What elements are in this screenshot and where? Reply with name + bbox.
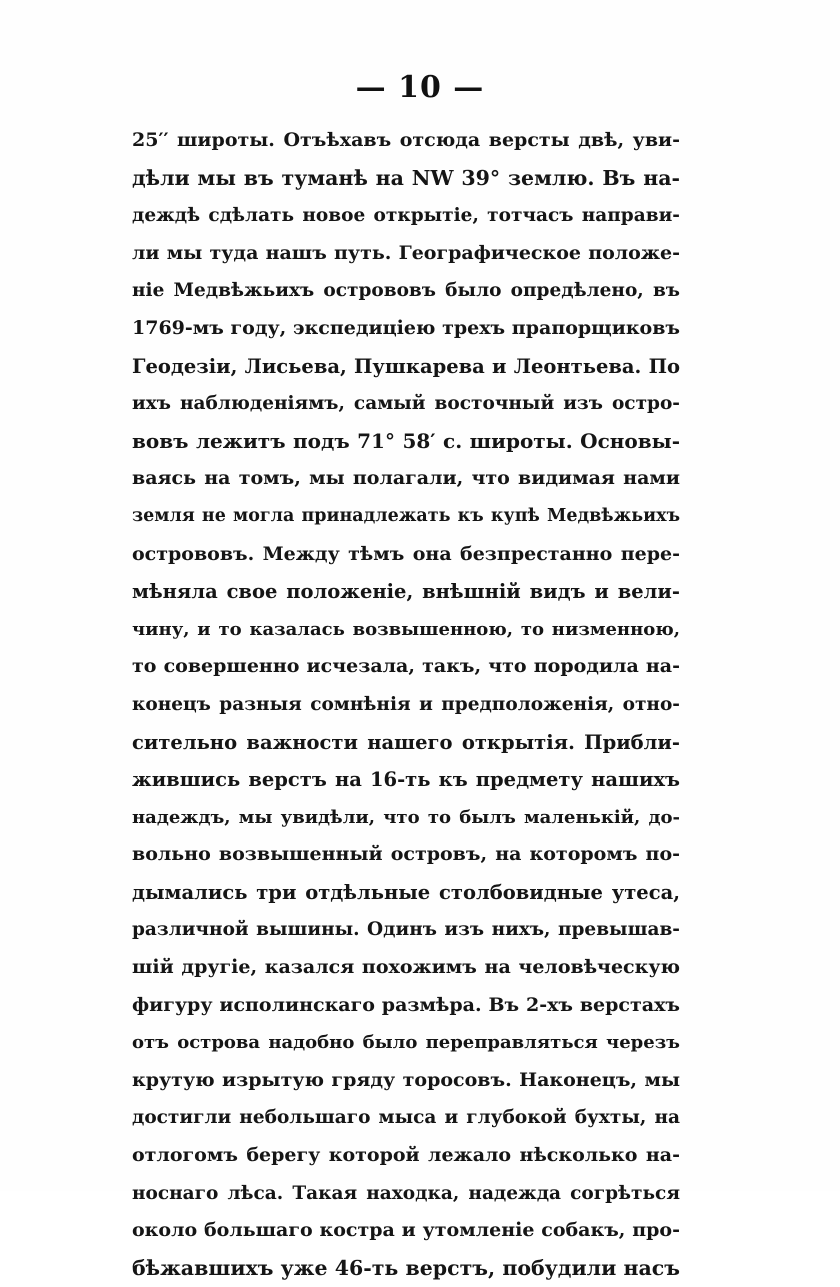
text-line: ихъ наблюденіямъ, самый восточный изъ остро- (132, 393, 680, 415)
text-line: Геодезіи, Лисьева, Пушкарева и Леонтьева. По (132, 354, 680, 378)
text-line: 25′′ широты. Отъѣхавъ отсюда версты двѣ, уви- (132, 129, 680, 151)
text-line: дымались три отдѣльные столбовидные утеса, (132, 880, 680, 904)
body-text (132, 122, 680, 1287)
text-line: носнаго лѣса. Такая находка, надежда согрѣться (132, 1182, 680, 1204)
text-line: чину, и то казалась возвышенною, то низменною, (132, 618, 680, 640)
text-line: конецъ разныя сомнѣнія и предположенія, отно- (132, 693, 680, 715)
text-line: достигли небольшаго мыса и глубокой бухты, на (132, 1107, 680, 1129)
text-line: земля не могла принадлежать къ купѣ Медвѣжьихъ (132, 505, 680, 526)
text-line: отъ острова надобно было переправляться черезъ (132, 1032, 680, 1054)
text-line: шій другіе, казался похожимъ на человѣческую (132, 956, 680, 979)
text-line: различной вышины. Одинъ изъ нихъ, превышав- (132, 919, 680, 941)
text-line: ніе Медвѣжьихъ острововъ было опредѣлено, въ (132, 280, 680, 302)
text-line: бѣжавшихъ уже 46-ть верстъ, побудили насъ (132, 1255, 680, 1280)
text-line: деждѣ сдѣлать новое открытіе, тотчасъ направи- (132, 205, 680, 227)
text-line: дѣли мы въ туманѣ на NW 39° землю. Въ на- (132, 165, 680, 190)
text-line: то совершенно исчезала, такъ, что породила на- (132, 655, 680, 678)
text-line: мѣняла свое положеніе, внѣшній видъ и вели- (132, 580, 680, 604)
text-line: отлогомъ берегу которой лежало нѣсколько на- (132, 1144, 680, 1167)
text-line: вовъ лежитъ подъ 71° 58′ с. широты. Основы- (132, 428, 680, 453)
text-line: сительно важности нашего открытія. Прибли- (132, 730, 680, 754)
text-line: фигуру исполинскаго размѣра. Въ 2-хъ верстахъ (132, 993, 680, 1016)
text-line: жившись верстъ на 16-ть къ предмету нашихъ (132, 768, 680, 792)
text-line: надеждъ, мы увидѣли, что то былъ маленькій, до- (132, 806, 680, 828)
text-line: 1769-мъ году, экспедиціею трехъ прапорщиковъ (132, 316, 680, 339)
text-line: ваясь на томъ, мы полагали, что видимая нами (132, 467, 680, 490)
text-line: ли мы туда нашъ путь. Географическое положе- (132, 241, 680, 264)
text-line: крутую изрытую гряду торосовъ. Наконецъ, мы (132, 1068, 680, 1091)
text-line: вольно возвышенный островъ, на которомъ по- (132, 843, 680, 866)
text-line: около большаго костра и утомленіе собакъ, про- (132, 1219, 680, 1242)
page-number: — 10 — (355, 70, 485, 105)
text-line: острововъ. Между тѣмъ она безпрестанно пере- (132, 542, 680, 565)
